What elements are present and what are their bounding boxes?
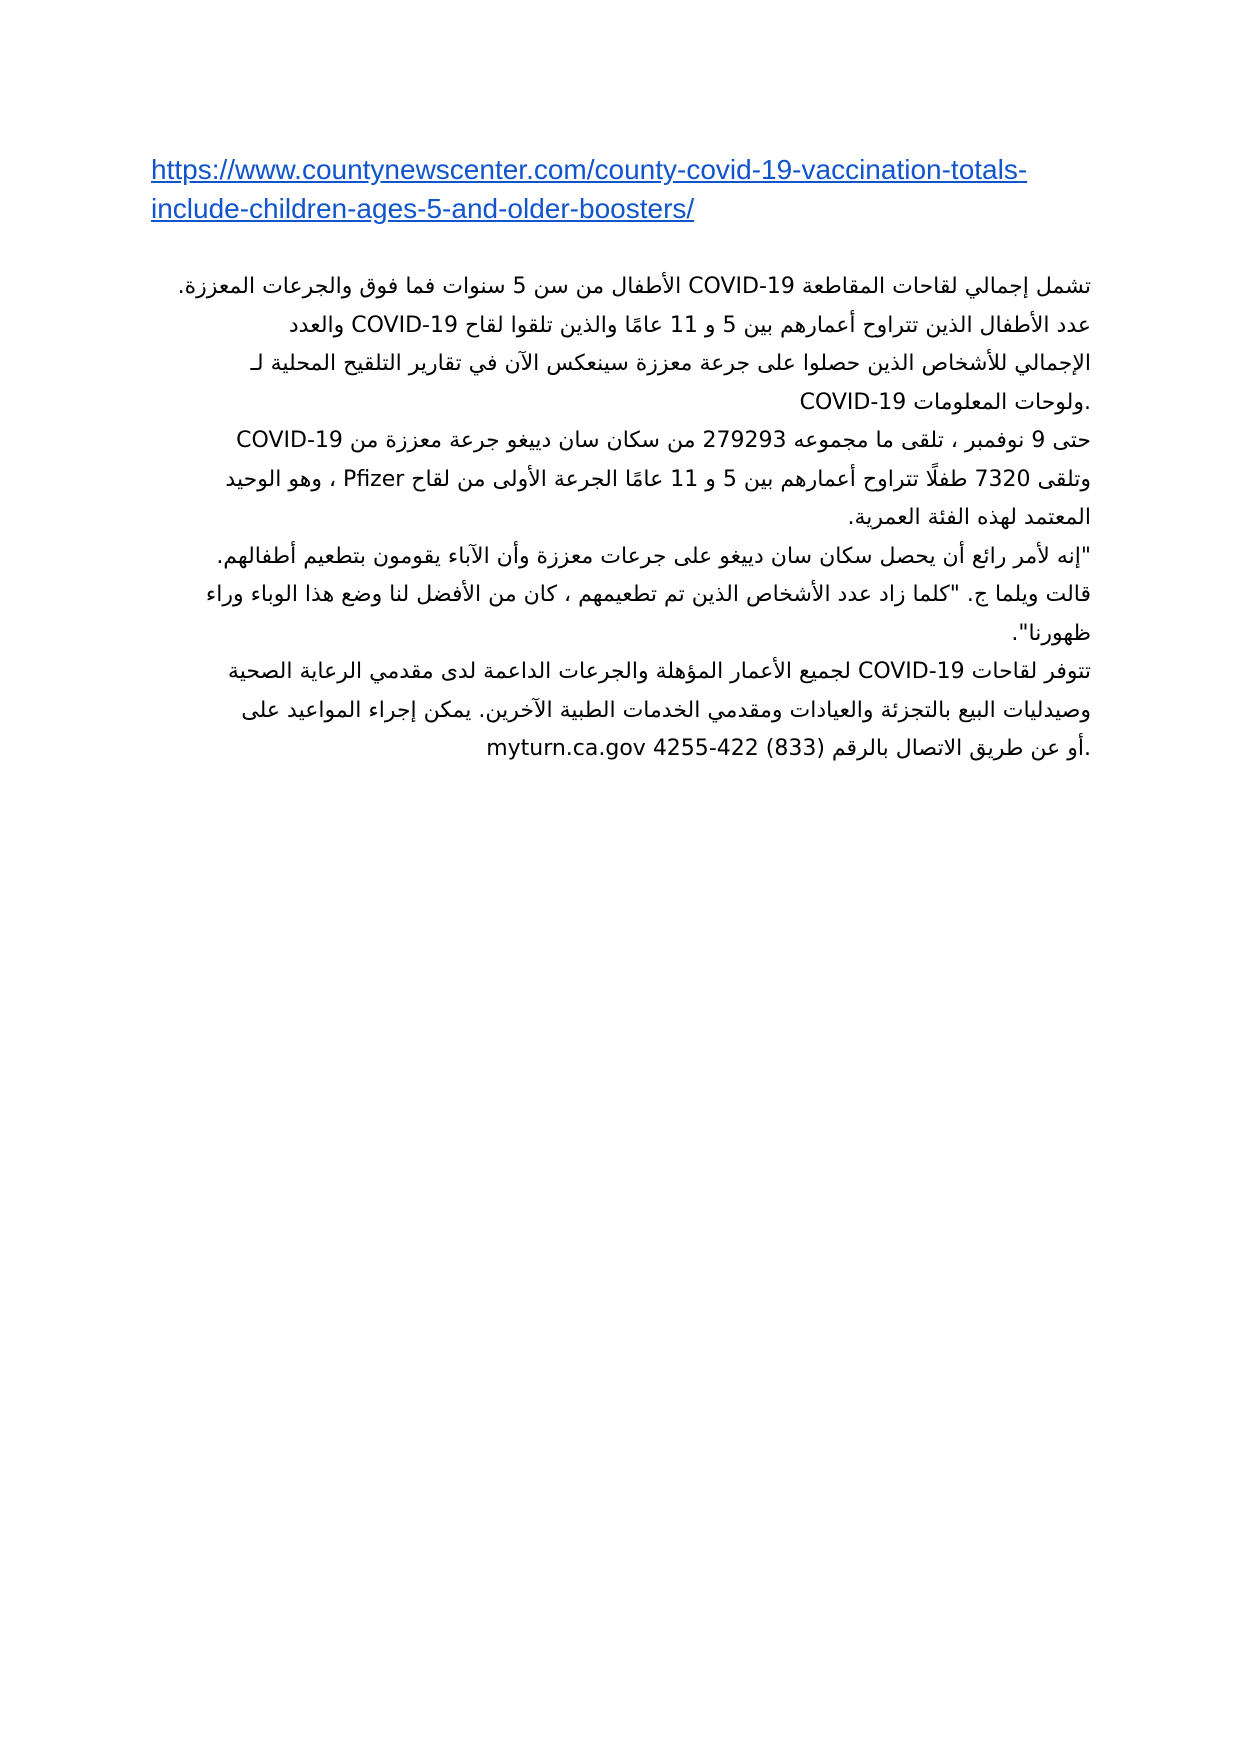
body-line: ظهورنا". — [1011, 620, 1091, 646]
source-link-line-2[interactable]: include-children-ages-5-and-older-boosters/ — [151, 193, 695, 224]
body-line: قالت ويلما ج. "كلما زاد عدد الأشخاص الذين تم تطعيمهم ، كان من الأفضل لنا وضع هذا الوباء وراء — [205, 582, 1091, 607]
body-line: COVID-19 ولوحات المعلومات. — [799, 389, 1091, 415]
body-line: المعتمد لهذه الفئة العمرية. — [847, 505, 1091, 530]
body-line: عدد الأطفال الذين تتراوح أعمارهم بين 5 و 11 عامًا والذين تلقوا لقاح COVID-19 والعدد — [288, 312, 1091, 338]
body-line: الإجمالي للأشخاص الذين حصلوا على جرعة معززة سينعكس الآن في تقارير التلقيح المحلية لـ — [250, 351, 1091, 376]
body-line: حتى 9 نوفمبر ، تلقى ما مجموعه 279293 من سكان سان دييغو جرعة معززة من COVID-19 — [236, 428, 1091, 453]
article-body — [148, 268, 1091, 769]
body-line: تشمل إجمالي لقاحات المقاطعة COVID-19 الأطفال من سن 5 سنوات فما فوق والجرعات المعززة. — [177, 274, 1091, 299]
body-line: تتوفر لقاحات COVID-19 لجميع الأعمار المؤهلة والجرعات الداعمة لدى مقدمي الرعاية الصحية — [227, 659, 1091, 684]
body-line: وصيدليات البيع بالتجزئة والعيادات ومقدمي الخدمات الطبية الآخرين. يمكن إجراء المواعيد على — [241, 697, 1091, 723]
body-line: وتلقى 7320 طفلًا تتراوح أعمارهم بين 5 و 11 عامًا الجرعة الأولى من لقاح Pfizer ، وهو الوحيد — [225, 466, 1091, 492]
source-link[interactable] — [151, 150, 1111, 228]
source-link-line-1[interactable]: https://www.countynewscenter.com/county-covid-19-vaccination-totals- — [151, 154, 1028, 185]
body-line: myturn.ca.gov أو عن طريق الاتصال بالرقم (833) 422-4255. — [486, 736, 1091, 761]
body-line: "إنه لأمر رائع أن يحصل سكان سان دييغو على جرعات معززة وأن الآباء يقومون بتطعيم أطفالهم. — [216, 543, 1091, 569]
